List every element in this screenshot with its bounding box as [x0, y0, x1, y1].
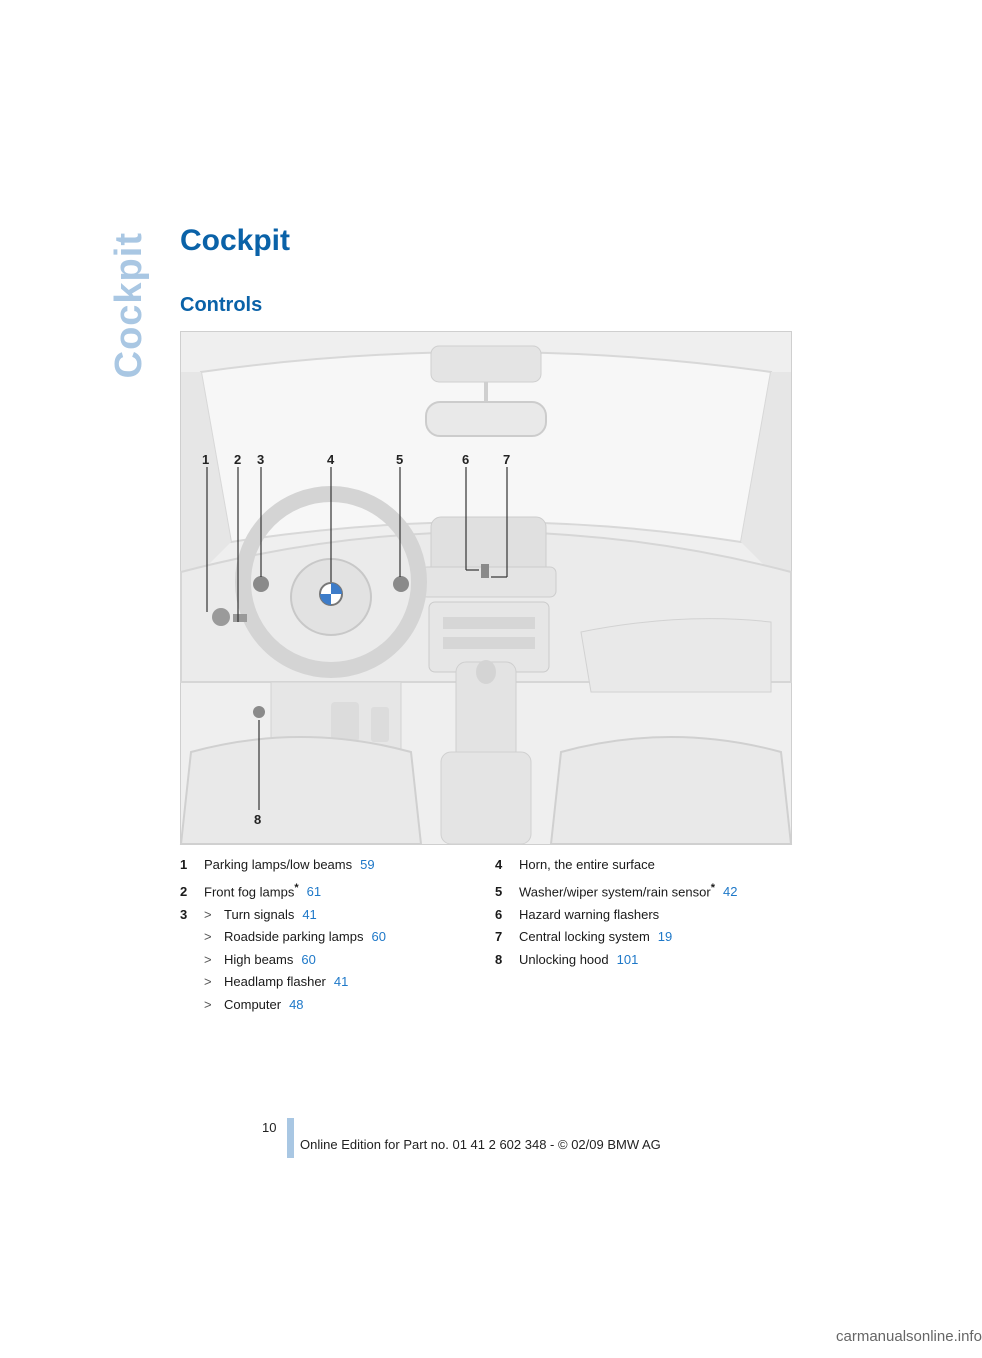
controls-list-left [180, 854, 480, 1016]
page-number: 10 [262, 1120, 277, 1135]
footer-edition-text: Online Edition for Part no. 01 41 2 602 348 - © 02/09 BMW AG [300, 1137, 661, 1152]
callout-4: 4 [327, 452, 335, 467]
callout-8: 8 [254, 812, 262, 827]
list-subitem: > Computer 48 [204, 996, 304, 1012]
list-subitem: > Headlamp flasher 41 [204, 974, 349, 990]
page-ref-link[interactable]: 41 [333, 974, 349, 990]
callout-5: 5 [396, 452, 404, 467]
callout-3: 3 [257, 452, 265, 467]
callout-1: 1 [202, 452, 210, 467]
footer-accent-bar [287, 1118, 294, 1158]
page-ref-link[interactable]: 60 [301, 951, 316, 967]
page-title: Cockpit [180, 224, 291, 257]
list-item: 3 > Turn signals 41 [180, 906, 317, 922]
page-ref-link[interactable]: 101 [616, 951, 639, 967]
list-item: 7 Central locking system 19 [495, 929, 673, 945]
page-ref-link[interactable]: 61 [306, 883, 322, 899]
list-subitem: > High beams 60 [204, 951, 316, 967]
list-item: 8 Unlocking hood 101 [495, 951, 639, 967]
section-title: Controls [180, 294, 263, 316]
page-ref-link[interactable]: 48 [289, 996, 304, 1012]
list-subitem: > Roadside parking lamps 60 [204, 929, 386, 945]
optional-star-icon: * [710, 881, 715, 894]
page-ref-link[interactable]: 59 [360, 857, 375, 872]
cockpit-illustration [180, 331, 792, 845]
controls-list-right [495, 854, 795, 971]
list-item: 4 Horn, the entire surface [495, 857, 655, 872]
list-item: 6 Hazard warning flashers [495, 906, 660, 922]
list-item: 5 Washer/wiper system/rain sensor* 42 [495, 881, 738, 899]
callout-6: 6 [462, 452, 470, 467]
callout-2: 2 [234, 452, 242, 467]
page-ref-link[interactable]: 60 [371, 929, 386, 945]
watermark: carmanualsonline.info [836, 1328, 982, 1345]
page-ref-link[interactable]: 41 [302, 906, 317, 922]
side-chapter-tab: Cockpit [108, 232, 150, 379]
cockpit-drawing [181, 332, 791, 844]
page-ref-link[interactable]: 42 [722, 883, 738, 899]
optional-star-icon: * [294, 881, 299, 894]
list-item: 2 Front fog lamps* 61 [180, 881, 322, 899]
callout-7: 7 [503, 452, 511, 467]
page-ref-link[interactable]: 19 [657, 929, 673, 945]
list-item: 1 Parking lamps/low beams 59 [180, 857, 375, 872]
